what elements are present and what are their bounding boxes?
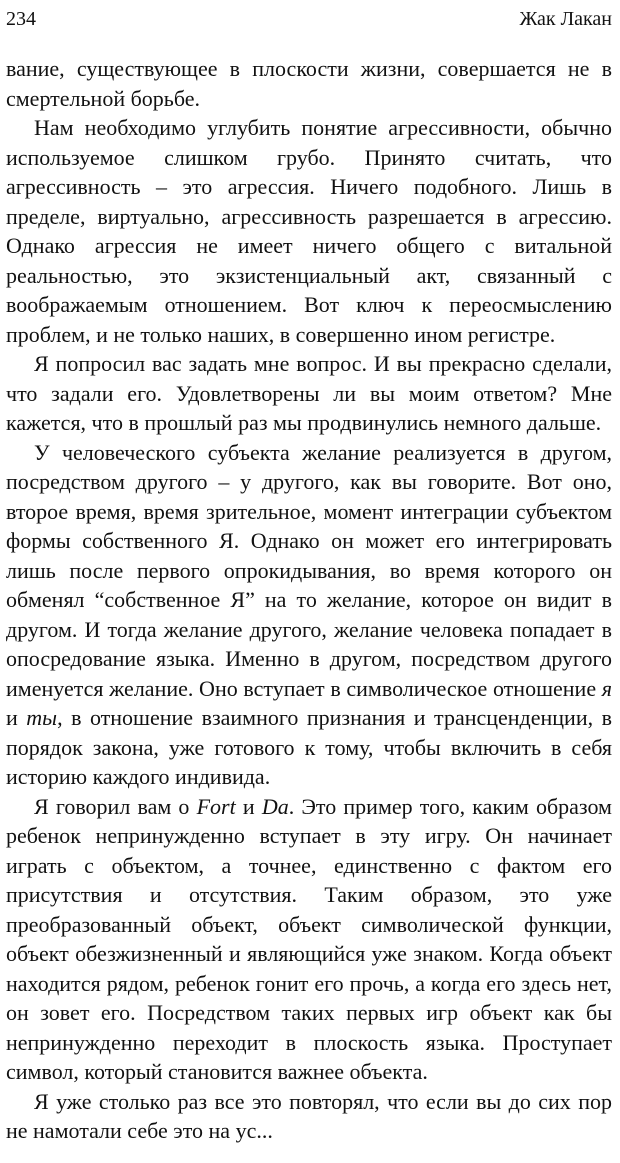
- text-run: и: [235, 793, 262, 819]
- running-title: Жак Лакан: [519, 7, 612, 30]
- text-run: . Это пример того, каким образом ребенок непринужденно вступает в эту игру. Он начинает играть с объектом, а точнее, единственно с фактом его присутствия и отсутствия. Таким образом, это уже преобразованный объект, объект символической функции, объект обезжизненный и являющийся уже знаком. Когда объект находится рядом, ребенок гонит его прочь, а когда его здесь нет, он зовет его. Посредством таких первых игр объект как бы непринужденно переходит в плоскость языка. Проступает символ, который становится важнее объекта.: [6, 793, 612, 1084]
- text-run: У человеческого субъекта желание реализуется в другом, посредством другого – у другого, как вы говорите. Вот оно, второе время, время зрительное, момент интеграции субъектом формы собственного Я. Однако он может его интегрировать лишь после первого опрокидывания, во время которого он обменял “собственное Я” на то желание, которое он видит в другом. И тогда желание другого, желание человека попадает в опосредование языка. Именно в другом, посредством другого именуется желание. Оно вступает в символическое отношение: [6, 439, 612, 701]
- body-text: [6, 54, 612, 1146]
- text-run: и: [6, 705, 27, 730]
- text-run: Я уже столько раз все это повторял, что если вы до сих пор не намотали себе это на ус...: [6, 1088, 612, 1143]
- paragraph: [6, 792, 612, 1087]
- paragraph: [6, 349, 612, 438]
- paragraph: [6, 438, 612, 792]
- page-number: 234: [6, 7, 36, 30]
- paragraph: [6, 113, 612, 349]
- text-run: , в отношение взаимного признания и трансценденции, в порядок закона, уже готового к тому, чтобы включить в себя историю каждого индивида.: [6, 705, 612, 789]
- italic-term: Da: [261, 793, 289, 819]
- text-run: Нам необходимо углубить понятие агрессивности, обычно используемое слишком грубо. Принято считать, что агрессивность – это агрессия. Ничего подобного. Лишь в пределе, виртуально, агрессивность разрешается в агрессию. Однако агрессия не имеет ничего общего с витальной реальностью, это экзистенциальный акт, связанный с воображаемым отношением. Вот ключ к переосмыслению проблем, и не только наших, в совершенно ином регистре.: [6, 115, 612, 347]
- paragraph: [6, 54, 612, 113]
- italic-term: ты: [26, 705, 58, 730]
- running-header: [6, 2, 612, 36]
- italic-term: Fort: [196, 793, 236, 819]
- paragraph: [6, 1087, 612, 1146]
- text-run: вание, существующее в плоскости жизни, совершается не в смертельной борьбе.: [6, 56, 612, 111]
- italic-term: я: [601, 675, 612, 701]
- text-run: Я говорил вам о: [34, 793, 197, 819]
- text-run: Я попросил вас задать мне вопрос. И вы прекрасно сделали, что задали его. Удовлетворены ли вы моим ответом? Мне кажется, что в прошлый раз мы продвинулись немного дальше.: [6, 351, 612, 435]
